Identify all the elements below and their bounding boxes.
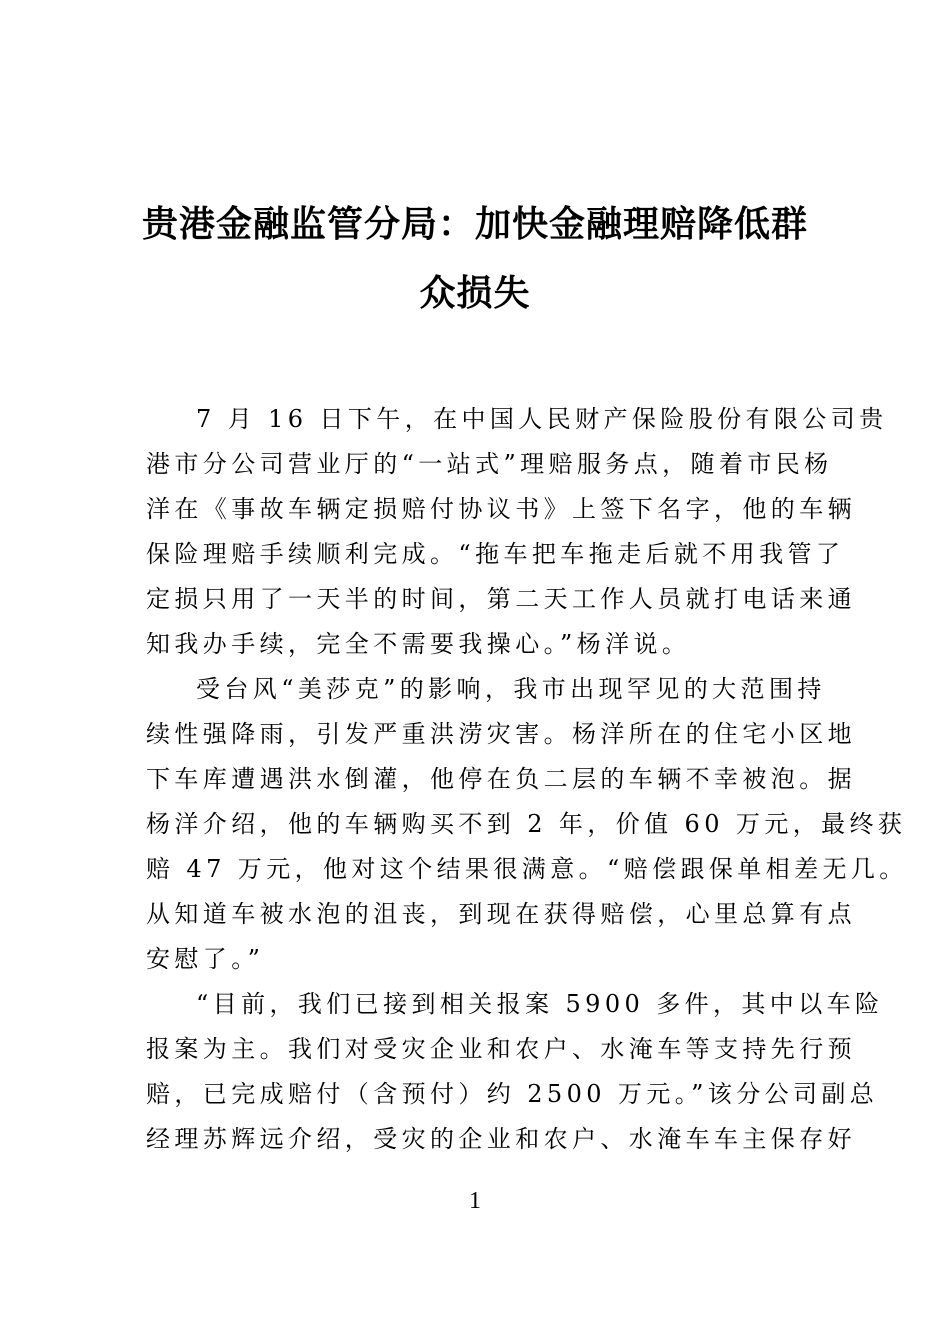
paragraph-2-line-1: 受台风“美莎克”的影响，我市出现罕见的大范围持	[196, 675, 826, 703]
paragraph-1-line-5: 定损只用了一天半的时间，第二天工作人员就打电话来通	[146, 585, 856, 613]
document-body	[146, 397, 908, 1162]
paragraph-2-line-5: 赔 47 万元，他对这个结果很满意。“赔偿跟保单相差无几。	[146, 855, 908, 883]
paragraph-3-line-1: “目前，我们已接到相关报案 5900 多件，其中以车险	[196, 990, 884, 1018]
page-number: 1	[469, 1188, 481, 1214]
document-title-line-2: 众损失	[419, 272, 531, 314]
paragraph-1-line-1: 7 月 16 日下午，在中国人民财产保险股份有限公司贵	[196, 405, 888, 433]
paragraph-2-line-2: 续性强降雨，引发严重洪涝灾害。杨洋所在的住宅小区地	[146, 720, 856, 748]
paragraph-2-line-7: 安慰了。”	[146, 945, 265, 973]
paragraph-3-line-3: 赔，已完成赔付（含预付）约 2500 万元。”该分公司副总	[146, 1080, 879, 1108]
paragraph-1-line-2: 港市分公司营业厅的“一站式”理赔服务点，随着市民杨	[146, 450, 833, 478]
paragraph-2-line-4: 杨洋介绍，他的车辆购买不到 2 年，价值 60 万元，最终获	[146, 810, 907, 838]
paragraph-1-line-6: 知我办手续，完全不需要我操心。”杨洋说。	[146, 630, 691, 658]
paragraph-3-line-4: 经理苏辉远介绍，受灾的企业和农户、水淹车车主保存好	[146, 1125, 856, 1153]
paragraph-1-line-3: 洋在《事故车辆定损赔付协议书》上签下名字，他的车辆	[146, 495, 856, 523]
paragraph-3-line-2: 报案为主。我们对受灾企业和农户、水淹车等支持先行预	[146, 1035, 856, 1063]
paragraph-2-line-6: 从知道车被水泡的沮丧，到现在获得赔偿，心里总算有点	[146, 900, 856, 928]
document-title-line-1: 贵港金融监管分局：加快金融理赔降低群	[141, 203, 808, 245]
paragraph-1-line-4: 保险理赔手续顺利完成。“拖车把车拖走后就不用我管了	[146, 540, 845, 568]
paragraph-2-line-3: 下车库遭遇洪水倒灌，他停在负二层的车辆不幸被泡。据	[146, 765, 856, 793]
